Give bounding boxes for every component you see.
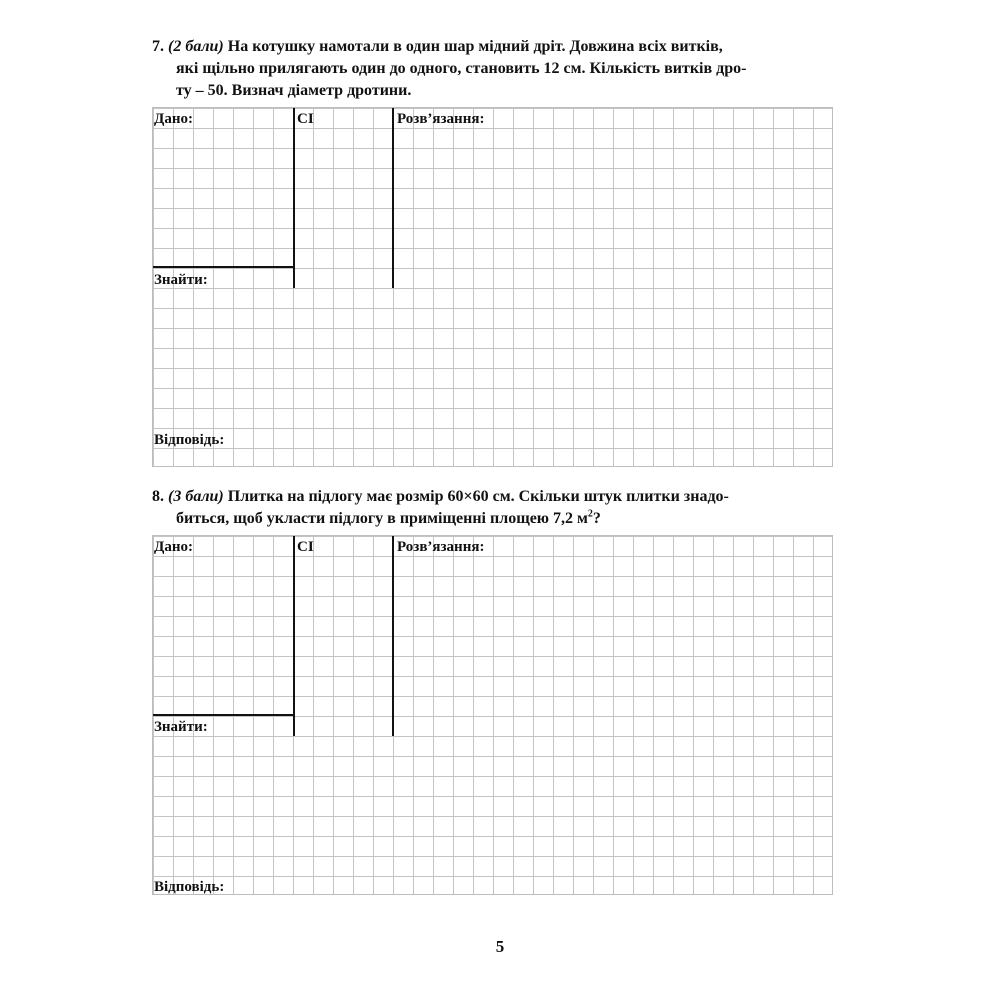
area-exponent: 2 [587, 508, 593, 520]
problem-7-line-1 [152, 36, 840, 58]
answer-label: Відповідь: [154, 879, 225, 895]
problem-8-line-2-text: биться, щоб укласти підлогу в приміщенні площею 7,2 м [176, 510, 588, 527]
solution-label: Розв’язання: [397, 111, 485, 127]
given-label: Дано: [154, 539, 193, 555]
problem-7-line-3: ту – 50. Визнач діаметр дротини. [176, 82, 412, 99]
problem-7-number: 7. [152, 38, 164, 55]
find-label: Знайти: [154, 272, 208, 288]
si-label: СІ [297, 111, 314, 127]
problem-7-text [152, 36, 840, 102]
problem-8-line-1-text: Плитка на підлогу має розмір 60×60 см. Скільки штук плитки знадо- [227, 488, 729, 505]
given-divider [293, 536, 295, 736]
page-number: 5 [495, 937, 505, 956]
find-divider [153, 266, 294, 268]
find-divider [153, 714, 294, 716]
si-label: СІ [297, 539, 314, 555]
problem-8-answer-grid[interactable] [152, 535, 833, 895]
problem-8-number: 8. [152, 488, 164, 505]
problem-8-text [152, 486, 840, 530]
problem-8-line-2 [152, 508, 840, 530]
problem-8-line-1 [152, 486, 840, 508]
problem-7-points: (2 бали) [168, 38, 224, 55]
si-divider [392, 108, 394, 288]
problem-7-answer-grid[interactable] [152, 107, 833, 467]
find-label: Знайти: [154, 719, 208, 735]
problem-7-line-2: які щільно прилягають один до одного, становить 12 см. Кількість витків дро- [176, 60, 747, 77]
given-label: Дано: [154, 111, 193, 127]
problem-8-line-2-end: ? [592, 510, 601, 527]
solution-label: Розв’язання: [397, 539, 485, 555]
answer-label: Відповідь: [154, 432, 225, 448]
problem-7-line-1-text: На котушку намотали в один шар мідний дріт. Довжина всіх витків, [227, 38, 723, 55]
problem-8-points: (3 бали) [168, 488, 224, 505]
given-divider [293, 108, 295, 288]
si-divider [392, 536, 394, 736]
